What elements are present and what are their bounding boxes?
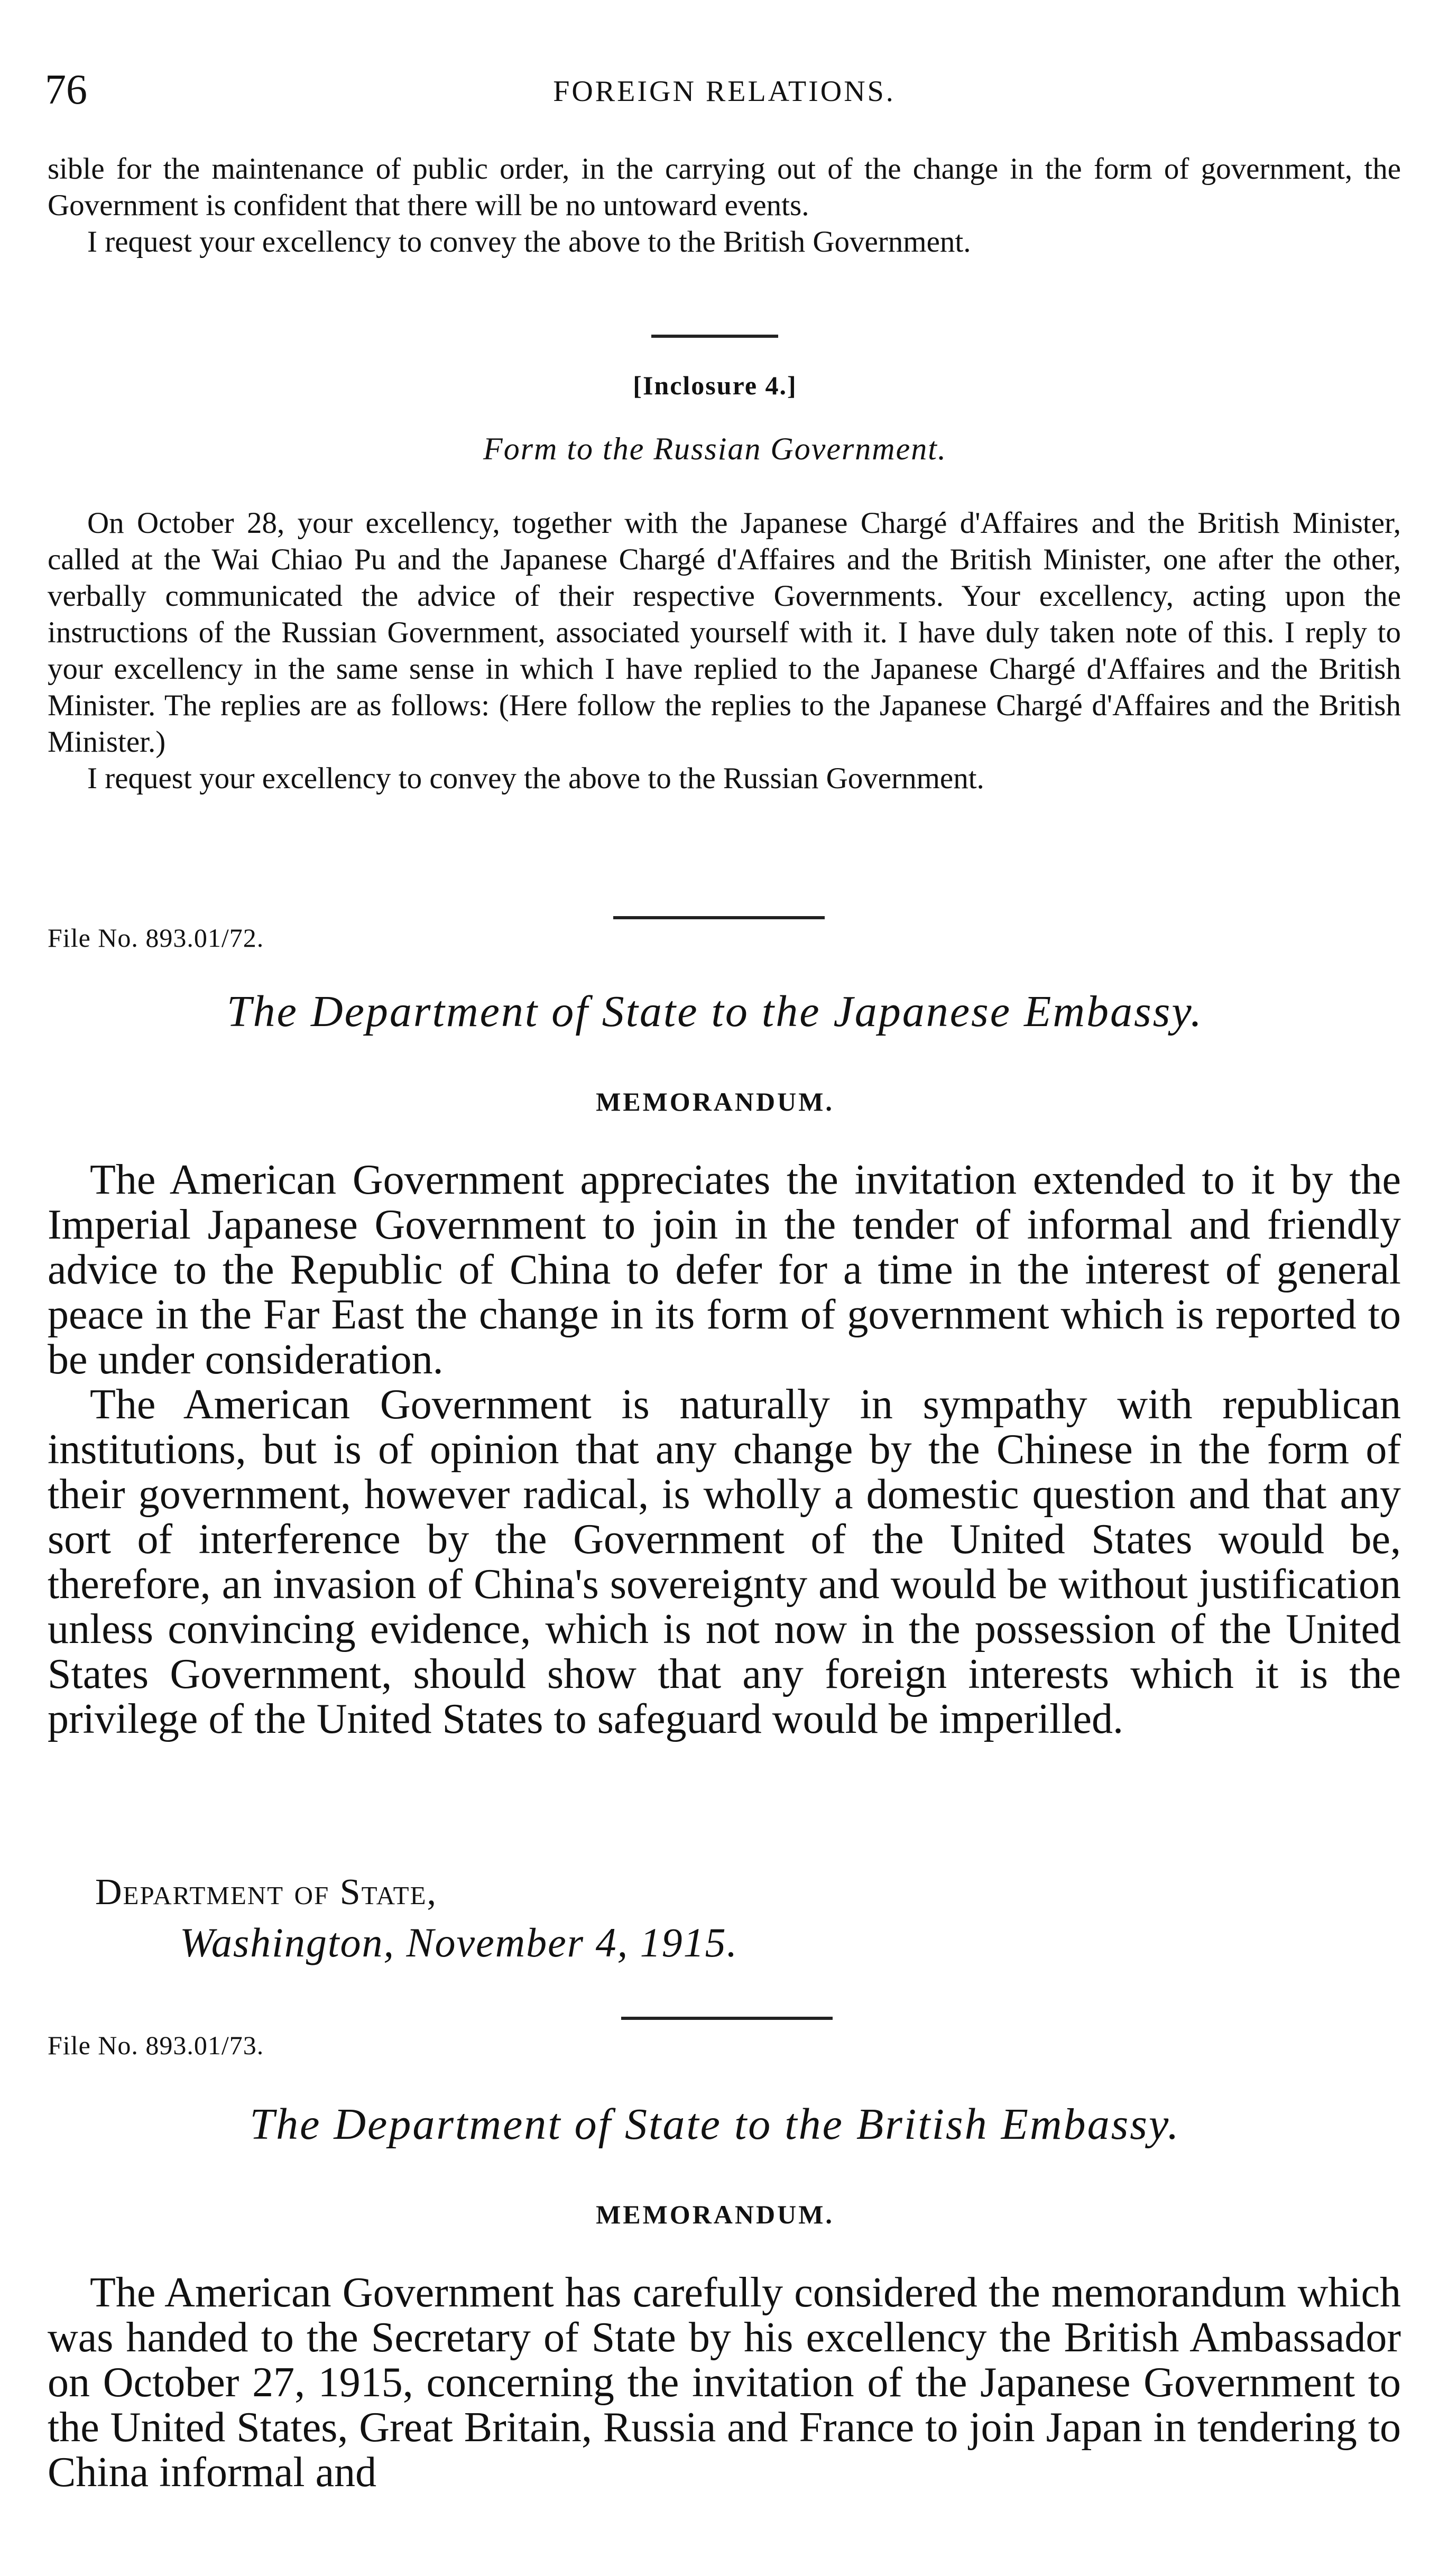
memorandum-body: [48, 1158, 1401, 1742]
inclosure4-closing: I request your excellency to convey the above to the Russian Government.: [87, 762, 984, 795]
memo-paragraph: The American Government has carefully considered the memorandum which was handed to the Secretary of State by his excellency the British Ambassador on October 27, 1915, concerning the invitation of the Japanese Government to the United States, Great Britain, Russia and France to join Japan in tendering to China informal and: [48, 2269, 1401, 2496]
memo-paragraph: The American Government appreciates the invitation extended to it by the Imperial Japanese Government to join in the tender of informal and friendly advice to the Republic of China to defer for a time in the interest of general peace in the Far East the change in its form of government which is reported to be under consideration.: [48, 1157, 1401, 1383]
section-divider: [621, 2017, 833, 2020]
memorandum-label: MEMORANDUM.: [596, 2200, 834, 2229]
file-number: File No. 893.01/72.: [48, 923, 264, 953]
running-head: FOREIGN RELATIONS.: [553, 75, 896, 108]
inclosure4-paragraph: On October 28, your excellency, together with the Japanese Chargé d'Affaires and the British Minister, called at the Wai Chiao Pu and the Japanese Chargé d'Affaires and the British Minister, one after the other, verbally communicated the advice of their respective Governments. Your excellency, acting upon the instructions of the Russian Government, associated yourself with it. I have duly taken note of this. I reply to your excellency in the same sense in which I have replied to the Japanese Chargé d'Affaires and the British Minister. The replies are as follows: (Here follow the replies to the Japanese Chargé d'Affaires and the British Minister.): [48, 506, 1401, 759]
inclosure4-body: [48, 505, 1401, 797]
page-number: 76: [45, 67, 87, 113]
document-title: The Department of State to the British Embassy.: [250, 2100, 1180, 2149]
memorandum-label: MEMORANDUM.: [596, 1087, 834, 1116]
section-divider: [651, 335, 778, 338]
memo-paragraph: The American Government is naturally in sympathy with republican institutions, but is of opinion that any change by the Chinese in the form of their government, however radical, is wholly a domestic question and that any sort of interference by the Government of the United States would be, therefore, an invasion of China's sovereignty and would be without justification unless convincing evidence, which is not now in the possession of the United States Government, should show that any foreign interests which it is the privilege of the United States to safeguard would be imperilled.: [48, 1381, 1401, 1742]
page-header: [45, 66, 1404, 114]
document-title: The Department of State to the Japanese Embassy.: [226, 987, 1204, 1036]
inclosure4-label: [Inclosure 4.]: [633, 371, 797, 400]
memorandum-body: [48, 2270, 1401, 2495]
section-divider: [613, 916, 825, 919]
signature-department: Department of State,: [95, 1872, 438, 1913]
inclosure3-continuation: [48, 151, 1401, 260]
signature-date: Washington, November 4, 1915.: [180, 1919, 739, 1965]
inclosure3-closing: I request your excellency to convey the above to the British Government.: [87, 225, 971, 258]
inclosure4-title: Form to the Russian Government.: [483, 431, 947, 466]
file-number: File No. 893.01/73.: [48, 2030, 264, 2060]
inclosure3-paragraph: sible for the maintenance of public order, in the carrying out of the change in the form of government, the Government is confident that there will be no untoward events.: [48, 152, 1401, 222]
